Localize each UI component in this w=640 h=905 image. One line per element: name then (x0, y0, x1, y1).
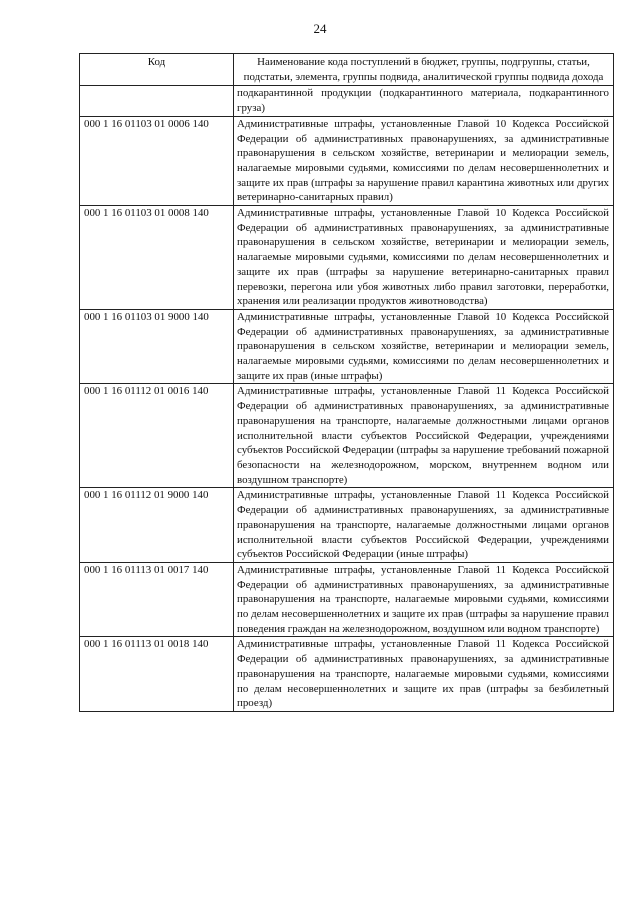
table-row (80, 562, 614, 637)
continuation-text: подкарантинной продукции (подкарантинного материала, подкарантинного груза) (234, 86, 614, 116)
row-code: 000 1 16 01112 01 0016 140 (80, 384, 234, 488)
table-row (80, 116, 614, 205)
row-code: 000 1 16 01113 01 0017 140 (80, 562, 234, 637)
header-code: Код (80, 54, 234, 86)
table-row (80, 309, 614, 384)
table-row (80, 488, 614, 563)
table-row (80, 637, 614, 712)
row-name: Административные штрафы, установленные Главой 10 Кодекса Российской Федерации об административных правонарушениях, за административные правонарушения в сельском хозяйстве, ветеринарии и мелиорации земель, налагаемые мировыми судьями, комиссиями по делам несовершеннолетних и защите их прав (иные штрафы) (234, 309, 614, 384)
header-name: Наименование кода поступлений в бюджет, группы, подгруппы, статьи, подстатьи, элемента, группы подвида, аналитической группы подвида дохода (234, 54, 614, 86)
row-name: Административные штрафы, установленные Главой 11 Кодекса Российской Федерации об административных правонарушениях, за административные правонарушения на транспорте, налагаемые мировыми судьями, комиссиями по делам несовершеннолетних и защите их прав (штрафы за нарушение правил поведения граждан на железнодорожном, воздушном или водном транспорте) (234, 562, 614, 637)
table-header-row (80, 54, 614, 86)
budget-codes-table (79, 53, 614, 712)
row-name: Административные штрафы, установленные Главой 11 Кодекса Российской Федерации об административных правонарушениях, за административные правонарушения на транспорте, налагаемые должностными лицами органов исполнительной власти субъектов Российской Федерации, учреждениями субъектов Российской Федерации (штрафы за нарушение требований пожарной безопасности на железнодорожном, морском, внутреннем водном или воздушном транспорте) (234, 384, 614, 488)
row-code: 000 1 16 01103 01 9000 140 (80, 309, 234, 384)
continuation-row (80, 86, 614, 116)
table-row (80, 206, 614, 310)
row-name: Административные штрафы, установленные Главой 10 Кодекса Российской Федерации об административных правонарушениях, за административные правонарушения в сельском хозяйстве, ветеринарии и мелиорации земель, налагаемые мировыми судьями, комиссиями по делам несовершеннолетних и защите их прав (штрафы за нарушение правил карантина животных или других ветеринарно-санитарных правил) (234, 116, 614, 205)
row-code: 000 1 16 01103 01 0006 140 (80, 116, 234, 205)
row-name: Административные штрафы, установленные Главой 11 Кодекса Российской Федерации об административных правонарушениях, за административные правонарушения на транспорте, налагаемые мировыми судьями, комиссиями по делам несовершеннолетних и защите их прав (штрафы за безбилетный проезд) (234, 637, 614, 712)
row-name: Административные штрафы, установленные Главой 11 Кодекса Российской Федерации об административных правонарушениях, за административные правонарушения на транспорте, налагаемые должностными лицами органов исполнительной власти субъектов Российской Федерации, учреждениями субъектов Российской Федерации (иные штрафы) (234, 488, 614, 563)
page-number: 24 (313, 21, 327, 36)
row-name: Административные штрафы, установленные Главой 10 Кодекса Российской Федерации об административных правонарушениях, за административные правонарушения в сельском хозяйстве, ветеринарии и мелиорации земель, налагаемые мировыми судьями, комиссиями по делам несовершеннолетних и защите их прав (штрафы за нарушение ветеринарно-санитарных правил перевозки, перегона или убоя животных либо правил заготовки, переработки, хранения или реализации продуктов животноводства) (234, 206, 614, 310)
row-code: 000 1 16 01112 01 9000 140 (80, 488, 234, 563)
row-code: 000 1 16 01113 01 0018 140 (80, 637, 234, 712)
table-row (80, 384, 614, 488)
row-code: 000 1 16 01103 01 0008 140 (80, 206, 234, 310)
continuation-code-cell (80, 86, 234, 116)
